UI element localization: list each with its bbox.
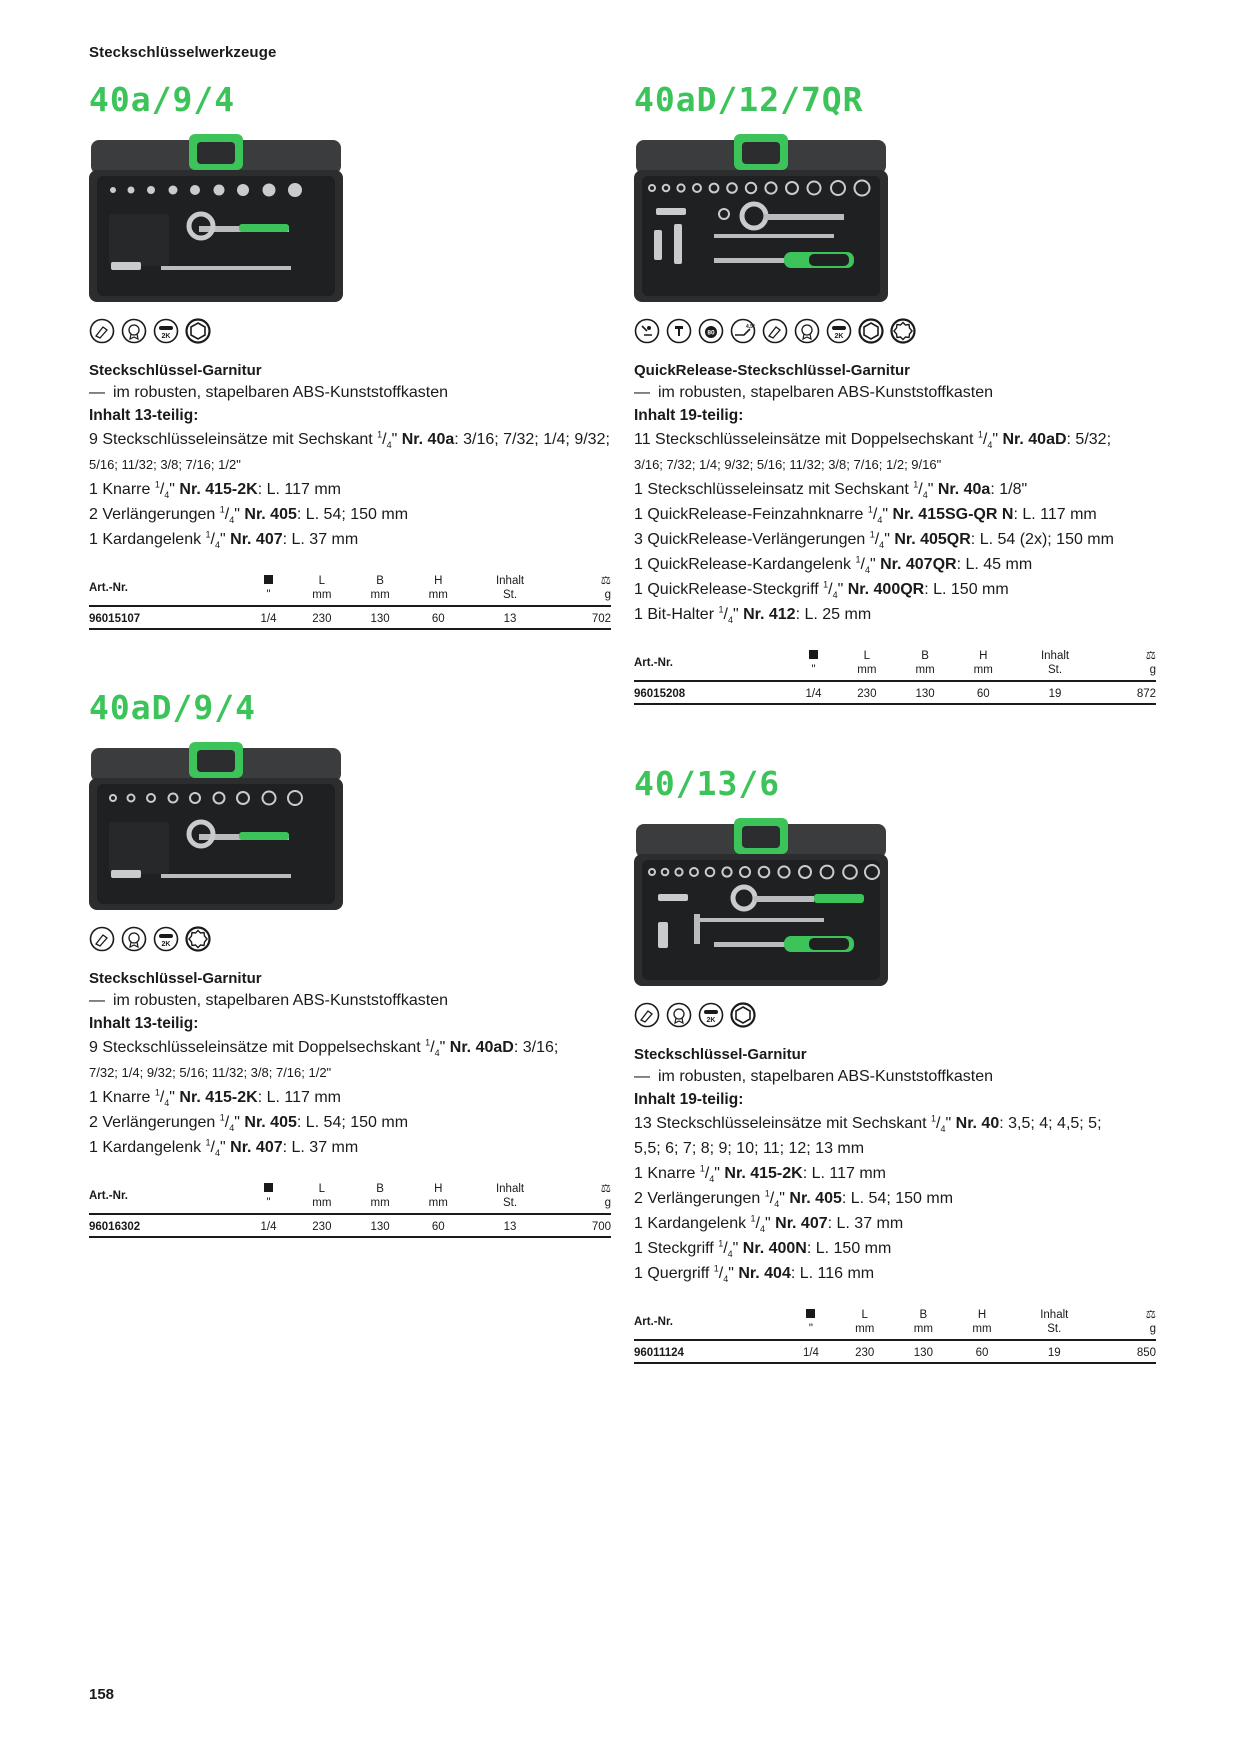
scale-icon: ⚖	[600, 575, 611, 587]
spec-table	[89, 1182, 611, 1238]
80-teeth-icon	[698, 318, 724, 344]
quality-seal-icon	[121, 926, 147, 952]
quality-seal-icon	[121, 318, 147, 344]
table-row: 96015107 1/4 230 130 60 13 702	[89, 606, 611, 629]
bullet-case: — im robusten, stapelbaren ABS-Kunststoffkasten	[89, 384, 449, 401]
product-photo	[634, 134, 888, 304]
set-name: Steckschlüssel-Garnitur	[89, 362, 262, 379]
section-header: Steckschlüsselwerkzeuge	[89, 44, 277, 61]
col-art: Art.-Nr.	[89, 1190, 128, 1202]
hex-socket-icon	[185, 318, 211, 344]
spec-table	[634, 649, 1156, 705]
svg-text:80: 80	[707, 329, 715, 337]
swivel-angle-icon	[730, 318, 756, 344]
product-40-13-6	[634, 762, 1156, 1364]
bullet-case: — im robusten, stapelbaren ABS-Kunststoffkasten	[634, 1068, 994, 1085]
col-inhalt: Inhalt St.	[1040, 1309, 1069, 1335]
col-art: Art.-Nr.	[634, 1316, 673, 1328]
ratchet-icon	[89, 318, 115, 344]
col-weight: ⚖ g	[1145, 650, 1156, 676]
contents-line: 1 QuickRelease-Steckgriff $^1/_4$" Nr. 400QR: L. 150 mm	[634, 579, 1009, 601]
col-h: H mm	[428, 1183, 448, 1209]
spec-table	[634, 1308, 1156, 1364]
2k-handle-icon	[153, 926, 179, 952]
product-title: 40a/9/4	[89, 80, 236, 119]
set-name: Steckschlüssel-Garnitur	[634, 1046, 807, 1063]
bullet-case: — im robusten, stapelbaren ABS-Kunststoffkasten	[89, 992, 449, 1009]
double-hex-socket-icon	[890, 318, 916, 344]
svg-text:2K: 2K	[834, 333, 844, 340]
col-inhalt: Inhalt St.	[1040, 650, 1070, 676]
col-weight: ⚖ g	[1145, 1309, 1156, 1335]
col-h: H mm	[428, 575, 448, 601]
col-b: B mm	[913, 1309, 933, 1335]
contents-title: Inhalt 13-teilig:	[89, 407, 199, 424]
contents-line: 3/16; 7/32; 1/4; 9/32; 5/16; 11/32; 3/8; 7/16; 1/2; 9/16"	[634, 457, 942, 472]
contents-line: 11 Steckschlüsseleinsätze mit Doppelsechskant $^1/_4$" Nr. 40aD: 5/32;	[634, 429, 1112, 451]
contents-line: 1 Steckschlüsseleinsatz mit Sechskant $^1/_4$" Nr. 40a: 1/8"	[634, 479, 1028, 501]
col-l: L mm	[857, 650, 877, 676]
col-art: Art.-Nr.	[89, 582, 128, 594]
contents-line: 1 Kardangelenk $^1/_4$" Nr. 407: L. 37 mm	[89, 1137, 359, 1159]
contents-title: Inhalt 19-teilig:	[634, 407, 744, 424]
col-drive: "	[789, 649, 838, 681]
col-l: L mm	[312, 1183, 332, 1209]
product-40a-9-4	[89, 78, 611, 630]
col-l: L mm	[312, 575, 332, 601]
scale-icon: ⚖	[1145, 650, 1156, 662]
set-name: QuickRelease-Steckschlüssel-Garnitur	[634, 362, 910, 379]
col-l: L mm	[855, 1309, 875, 1335]
col-b: B mm	[915, 650, 935, 676]
2k-handle-icon	[698, 1002, 724, 1028]
product-title: 40/13/6	[634, 764, 781, 803]
col-inhalt: Inhalt St.	[495, 1183, 525, 1209]
feature-icons	[634, 318, 1156, 344]
contents-line: 2 Verlängerungen $^1/_4$" Nr. 405: L. 54; 150 mm	[89, 504, 409, 526]
contents-line: 5,5; 6; 7; 8; 9; 10; 11; 12; 13 mm	[634, 1140, 865, 1157]
col-weight: ⚖ g	[600, 575, 611, 601]
contents-line: 1 Steckgriff $^1/_4$" Nr. 400N: L. 150 mm	[634, 1238, 892, 1260]
ratchet-icon	[762, 318, 788, 344]
contents-line: 1 Knarre $^1/_4$" Nr. 415-2K: L. 117 mm	[89, 479, 341, 501]
quick-release-icon	[634, 318, 660, 344]
col-drive: "	[244, 1182, 293, 1214]
hex-socket-icon	[858, 318, 884, 344]
ratchet-icon	[634, 1002, 660, 1028]
contents-line: 1 Knarre $^1/_4$" Nr. 415-2K: L. 117 mm	[89, 1087, 341, 1109]
contents-line: 2 Verlängerungen $^1/_4$" Nr. 405: L. 54; 150 mm	[89, 1112, 409, 1134]
svg-text:2K: 2K	[161, 941, 171, 948]
table-row: 96016302 1/4 230 130 60 13 700	[89, 1214, 611, 1237]
product-photo	[89, 134, 343, 304]
quality-seal-icon	[666, 1002, 692, 1028]
col-weight: ⚖ g	[600, 1183, 611, 1209]
contents-line: 2 Verlängerungen $^1/_4$" Nr. 405: L. 54; 150 mm	[634, 1188, 954, 1210]
product-40aD-12-7QR	[634, 78, 1156, 705]
col-b: B mm	[370, 1183, 390, 1209]
contents-line: 7/32; 1/4; 9/32; 5/16; 11/32; 3/8; 7/16; 1/2"	[89, 1065, 332, 1080]
contents-line: 1 Knarre $^1/_4$" Nr. 415-2K: L. 117 mm	[634, 1163, 886, 1185]
double-hex-socket-icon	[185, 926, 211, 952]
contents-line: 3 QuickRelease-Verlängerungen $^1/_4$" Nr. 405QR: L. 54 (2x); 150 mm	[634, 529, 1114, 551]
contents-line: 1 Kardangelenk $^1/_4$" Nr. 407: L. 37 mm	[634, 1213, 904, 1235]
contents-line: 9 Steckschlüsseleinsätze mit Doppelsechskant $^1/_4$" Nr. 40aD: 3/16;	[89, 1037, 559, 1059]
svg-text:2K: 2K	[706, 1017, 716, 1024]
2k-handle-icon	[153, 318, 179, 344]
page-number: 158	[89, 1686, 115, 1703]
col-h: H mm	[973, 650, 993, 676]
table-row: 96015208 1/4 230 130 60 19 872	[634, 681, 1156, 704]
contents-line: 1 Quergriff $^1/_4$" Nr. 404: L. 116 mm	[634, 1263, 875, 1285]
svg-text:2K: 2K	[161, 333, 171, 340]
product-title: 40aD/9/4	[89, 688, 256, 727]
col-drive: "	[787, 1308, 836, 1340]
fine-tooth-icon	[666, 318, 692, 344]
feature-icons	[89, 926, 611, 952]
col-inhalt: Inhalt St.	[495, 575, 525, 601]
contents-line: 9 Steckschlüsseleinsätze mit Sechskant $^1/_4$" Nr. 40a: 3/16; 7/32; 1/4; 9/32;	[89, 429, 610, 451]
table-row: 96011124 1/4 230 130 60 19 850	[634, 1340, 1156, 1363]
spec-table	[89, 574, 611, 630]
contents-line: 1 QuickRelease-Feinzahnknarre $^1/_4$" Nr. 415SG-QR N: L. 117 mm	[634, 504, 1097, 526]
contents-line: 1 Bit-Halter $^1/_4$" Nr. 412: L. 25 mm	[634, 604, 872, 626]
product-photo	[89, 742, 343, 912]
feature-icons	[634, 1002, 1156, 1028]
contents-line: 13 Steckschlüsseleinsätze mit Sechskant $^1/_4$" Nr. 40: 3,5; 4; 4,5; 5;	[634, 1113, 1102, 1135]
contents-line: 1 Kardangelenk $^1/_4$" Nr. 407: L. 37 mm	[89, 529, 359, 551]
bullet-case: — im robusten, stapelbaren ABS-Kunststoffkasten	[634, 384, 994, 401]
contents-line: 5/16; 11/32; 3/8; 7/16; 1/2"	[89, 457, 241, 472]
ratchet-icon	[89, 926, 115, 952]
scale-icon: ⚖	[600, 1183, 611, 1195]
svg-text:4.5°: 4.5°	[746, 324, 755, 330]
col-drive: "	[244, 574, 293, 606]
hex-socket-icon	[730, 1002, 756, 1028]
col-art: Art.-Nr.	[634, 657, 673, 669]
col-b: B mm	[370, 575, 390, 601]
product-photo	[634, 818, 888, 988]
2k-handle-icon	[826, 318, 852, 344]
contents-line: 1 QuickRelease-Kardangelenk $^1/_4$" Nr. 407QR: L. 45 mm	[634, 554, 1033, 576]
contents-title: Inhalt 13-teilig:	[89, 1015, 199, 1032]
quality-seal-icon	[794, 318, 820, 344]
scale-icon: ⚖	[1145, 1309, 1156, 1321]
col-h: H mm	[972, 1309, 992, 1335]
contents-title: Inhalt 19-teilig:	[634, 1091, 744, 1108]
product-40aD-9-4	[89, 686, 611, 1238]
product-title: 40aD/12/7QR	[634, 80, 864, 119]
set-name: Steckschlüssel-Garnitur	[89, 970, 262, 987]
feature-icons	[89, 318, 611, 344]
